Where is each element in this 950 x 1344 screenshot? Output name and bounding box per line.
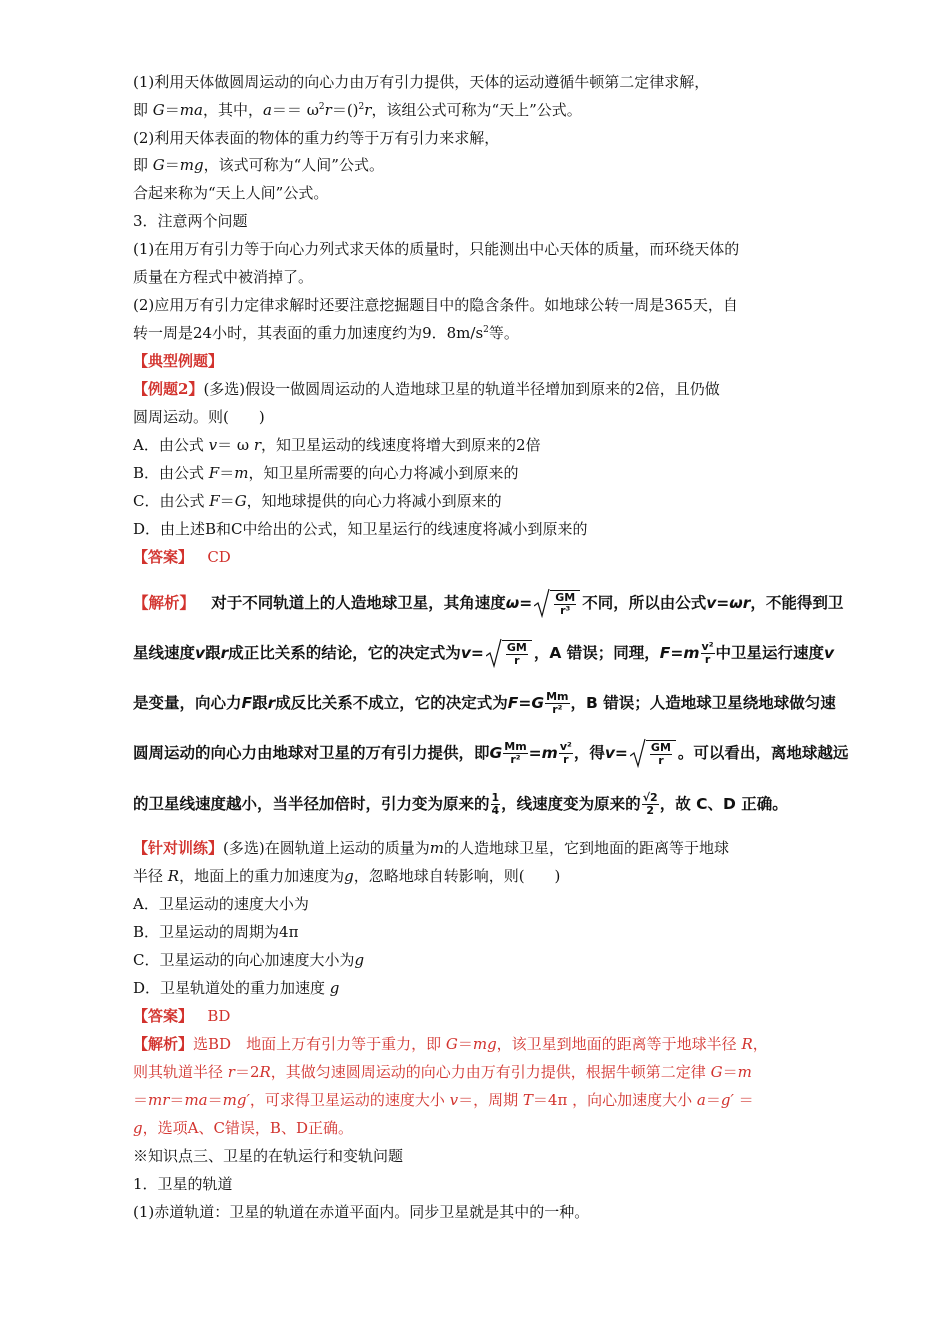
explanation-line: 圆周运动的向心力由地球对卫星的万有引力提供，即G $\frac{Mm}{\text{r²}}$ =m $\frac{\text{v²}}{r}$ ，得v= $\frac{GM}{r}$ 。可以看出，离地球越远 (133, 740, 849, 767)
explanation-line: g，选项A、C错误，B、D正确。 (133, 1119, 353, 1137)
text-line: (1)在用万有引力等于向心力列式求天体的质量时，只能测出中心天体的质量，而环绕天体的 (133, 240, 740, 258)
sqrt-formula: $\frac{GM}{\text{r³}}$ (534, 590, 580, 617)
answer-line: 【答案】 BD (133, 1007, 231, 1025)
text-line: 即 G＝ma，其中，$a== \omega^2r=()^2r$，该组公式可称为“天上”公式。 (133, 101, 582, 119)
option-b: B．由公式 F＝m，知卫星所需要的向心力将减小到原来的 (133, 464, 519, 482)
option-d: D．由上述B和C中给出的公式，知卫星运行的线速度将减小到原来的 (133, 520, 588, 538)
option-d: D．卫星轨道处的重力加速度 g (133, 979, 340, 997)
explanation-line: 【解析】 对于不同轨道上的人造地球卫星，其角速度ω= $\frac{GM}{\text{r³}}$ 不同，所以由公式v=ωr，不能得到卫 (133, 591, 844, 617)
option-c: C．卫星运动的向心加速度大小为g (133, 951, 365, 969)
explanation-line: 【解析】选BD 地面上万有引力等于重力，即 G＝mg，该卫星到地面的距离等于地球半径 R， (133, 1035, 768, 1053)
example-stem: 【例题2】(多选)假设一做圆周运动的人造地球卫星的轨道半径增加到原来的2倍，且仍做 (133, 380, 720, 398)
section-heading: 3．注意两个问题 (133, 212, 248, 230)
sqrt-formula: $\frac{GM}{r}$ (630, 740, 676, 767)
explanation-line: 则其轨道半径 r＝2R，其做匀速圆周运动的向心力由万有引力提供，根据牛顿第二定律 G＝m (133, 1063, 752, 1081)
text-line: (1)利用天体做圆周运动的向心力由万有引力提供，天体的运动遵循牛顿第二定律求解， (133, 73, 710, 91)
explanation-line: 是变量，向心力F跟r成反比关系不成立，它的决定式为F=G $\frac{Mm}{\text{r²}}$ ，B 错误；人造地球卫星绕地球做匀速 (133, 690, 836, 716)
text-line: (1)赤道轨道：卫星的轨道在赤道平面内。同步卫星就是其中的一种。 (133, 1203, 590, 1221)
explanation-line: 的卫星线速度越小，当半径加倍时，引力变为原来的 $\frac{1}{4}$ ，线速度变为原来的 $\frac{√2}{2}$ ，故 C、D 正确。 (133, 791, 788, 817)
subsection-title: 1．卫星的轨道 (133, 1175, 233, 1193)
text-line: (2)利用天体表面的物体的重力约等于万有引力来求解， (133, 129, 500, 147)
explanation-line: ＝mr＝ma＝mg′，可求得卫星运动的速度大小 v＝，周期 T＝4π ，向心加速度大小 a＝g′ ＝ (133, 1091, 754, 1109)
training-stem: 【针对训练】(多选)在圆轨道上运动的质量为m的人造地球卫星，它到地面的距离等于地球 (133, 839, 729, 857)
text-line: 合起来称为“天上人间”公式。 (133, 184, 329, 202)
text-line: 即 G＝mg，该式可称为“人间”公式。 (133, 156, 384, 174)
option-c: C．由公式 F＝G，知地球提供的向心力将减小到原来的 (133, 492, 502, 510)
training-stem: 半径 R，地面上的重力加速度为g，忽略地球自转影响，则( ) (133, 867, 561, 885)
explanation-line: 星线速度v跟r成正比关系的结论，它的决定式为v= $\frac{GM}{r}$ ，A 错误；同理，F=m $\frac{\text{v²}}{r}$ 中卫星运行速度v (133, 640, 835, 667)
text-line: (2)应用万有引力定律求解时还要注意挖掘题目中的隐含条件。如地球公转一周是365天，自 (133, 296, 738, 314)
option-b: B．卫星运动的周期为4π (133, 923, 299, 941)
text-line: 转一周是24小时，其表面的重力加速度约为9．$8m/s^2$等。 (133, 324, 519, 342)
section-title: ※知识点三、卫星的在轨运行和变轨问题 (133, 1147, 404, 1165)
sqrt-formula: $\frac{GM}{r}$ (486, 640, 532, 667)
typical-heading: 【典型例题】 (133, 352, 224, 370)
text-line: 质量在方程式中被消掉了。 (133, 268, 314, 286)
option-a: A．卫星运动的速度大小为 (133, 895, 309, 913)
answer-line: 【答案】 CD (133, 548, 231, 566)
option-a: A．由公式 v＝ ω r，知卫星运动的线速度将增大到原来的2倍 (133, 436, 541, 454)
example-stem: 圆周运动。则( ) (133, 408, 265, 426)
